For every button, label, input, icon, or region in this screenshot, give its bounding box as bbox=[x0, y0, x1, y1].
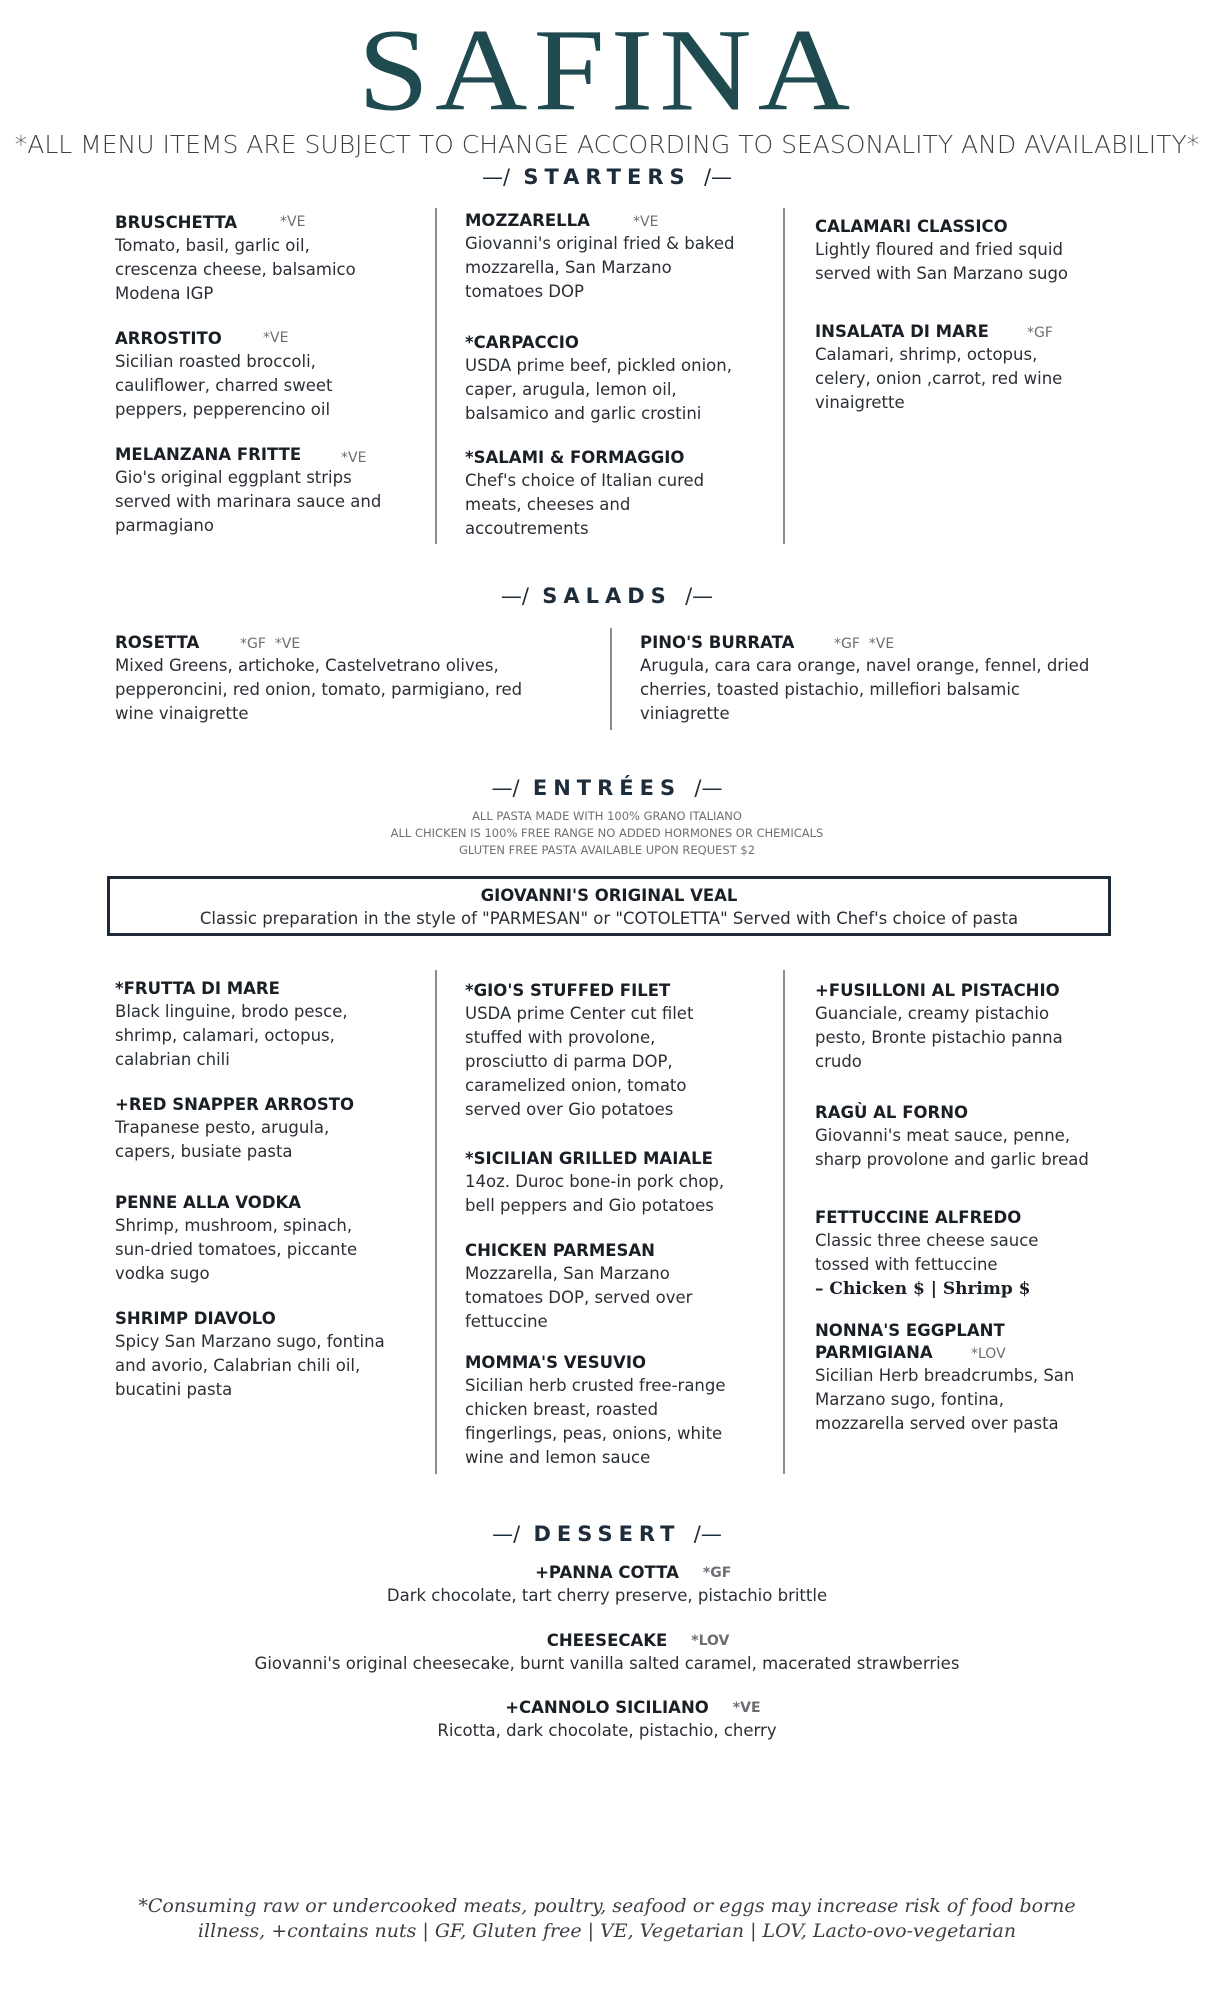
diet-tag: *VE bbox=[280, 214, 306, 230]
entrees-title: ENTRÉES bbox=[532, 776, 682, 800]
diet-tag: *GF *VE bbox=[834, 636, 895, 652]
entrees-divider-1 bbox=[435, 970, 437, 1474]
starters-heading: —/ STARTERS /— bbox=[481, 165, 733, 189]
menu-item-calamari-classico: CALAMARI CLASSICO Lightly floured and fried squid served with San Marzano sugo bbox=[815, 217, 1069, 283]
menu-item-mozzarella: MOZZARELLA *VE Giovanni's original fried & baked mozzarella, San Marzano tomatoes DOP bbox=[465, 211, 735, 301]
menu-item-mommas-vesuvio: MOMMA'S VESUVIO Sicilian herb crusted free-range chicken breast, roasted fingerlings, peas, onions, white wine and lemon sauce bbox=[465, 1353, 726, 1467]
diet-tag: *GF bbox=[1027, 325, 1053, 341]
salads-title: SALADS bbox=[542, 584, 672, 608]
starters-title: STARTERS bbox=[523, 165, 691, 189]
menu-item-chicken-parmesan: CHICKEN PARMESAN Mozzarella, San Marzano tomatoes DOP, served over fettuccine bbox=[465, 1241, 693, 1331]
entree-notes: ALL PASTA MADE WITH 100% GRANO ITALIANO ALL CHICKEN IS 100% FREE RANGE NO ADDED HORMONES OR CHEMICALS GLUTEN FREE PASTA AVAILABLE UPON REQUEST $2 bbox=[390, 809, 824, 857]
dessert-cheesecake: CHEESECAKE *LOV Giovanni's original cheesecake, burnt vanilla salted caramel, macerated strawberries bbox=[254, 1631, 960, 1673]
menu-item-gios-stuffed-filet: *GIO'S STUFFED FILET USDA prime Center cut filet stuffed with provolone, prosciutto di parma DOP, caramelized onion, tomato served over Gio potatoes bbox=[465, 981, 694, 1119]
menu-item-arrostito: ARROSTITO *VE Sicilian roasted broccoli, cauliflower, charred sweet peppers, pepperencino oil bbox=[115, 329, 333, 419]
menu-item-insalata-di-mare: INSALATA DI MARE *GF Calamari, shrimp, octopus, celery, onion ,carrot, red wine vinaigrette bbox=[815, 322, 1063, 412]
dessert-title: DESSERT bbox=[533, 1522, 681, 1546]
diet-tag: *VE bbox=[732, 1700, 761, 1716]
menu-item-fettuccine-alfredo: FETTUCCINE ALFREDO Classic three cheese sauce tossed with fettuccine – Chicken $ | Shrimp $ bbox=[815, 1207, 1115, 1301]
menu-item-ragu-al-forno: RAGÙ AL FORNO Giovanni's meat sauce, penne, sharp provolone and garlic bread bbox=[815, 1103, 1089, 1169]
starters-divider-2 bbox=[783, 208, 785, 544]
menu-item-salami-formaggio: *SALAMI & FORMAGGIO Chef's choice of Italian cured meats, cheeses and accoutrements bbox=[465, 448, 705, 538]
featured-veal-box bbox=[107, 876, 1111, 936]
salads-divider bbox=[610, 628, 612, 730]
entrees-divider-2 bbox=[783, 970, 785, 1474]
menu-item-carpaccio: *CARPACCIO USDA prime beef, pickled onion, caper, arugula, lemon oil, balsamico and garlic crostini bbox=[465, 333, 732, 423]
dessert-heading: —/ DESSERT /— bbox=[492, 1522, 722, 1546]
diet-tag: *LOV bbox=[691, 1633, 730, 1649]
salads-heading: —/ SALADS /— bbox=[500, 584, 714, 608]
restaurant-logo: SAFINA bbox=[357, 4, 857, 136]
diet-tag: *VE bbox=[263, 330, 289, 346]
menu-item-sicilian-grilled-maiale: *SICILIAN GRILLED MAIALE 14oz. Duroc bone-in pork chop, bell peppers and Gio potatoes bbox=[465, 1149, 725, 1215]
menu-item-frutta-di-mare: *FRUTTA DI MARE Black linguine, brodo pesce, shrimp, calamari, octopus, calabrian chili bbox=[115, 979, 348, 1069]
menu-item-bruschetta: BRUSCHETTA *VE Tomato, basil, garlic oil, crescenza cheese, balsamico Modena IGP bbox=[115, 213, 356, 303]
menu-item-pinos-burrata: PINO'S BURRATA *GF *VE Arugula, cara cara orange, navel orange, fennel, dried cherries, toasted pistachio, millefiori balsamic viniagrette bbox=[640, 633, 1090, 723]
dessert-cannolo-siciliano: +CANNOLO SICILIANO *VE Ricotta, dark chocolate, pistachio, cherry bbox=[437, 1698, 777, 1740]
menu-item-melanzana-fritte: MELANZANA FRITTE *VE Gio's original eggplant strips served with marinara sauce and parmagiano bbox=[115, 445, 382, 535]
menu-item-shrimp-diavolo: SHRIMP DIAVOLO Spicy San Marzano sugo, fontina and avorio, Calabrian chili oil, bucatini pasta bbox=[115, 1309, 385, 1399]
diet-tag: *VE bbox=[633, 214, 659, 230]
diet-tag: *VE bbox=[341, 450, 367, 466]
diet-tag: *GF *VE bbox=[240, 636, 301, 652]
menu-item-rosetta: ROSETTA *GF *VE Mixed Greens, artichoke, Castelvetrano olives, pepperoncini, red onion, tomato, parmigiano, red wine vinaigrette bbox=[115, 633, 523, 723]
entrees-heading: —/ ENTRÉES /— bbox=[491, 776, 723, 800]
starters-divider-1 bbox=[435, 208, 437, 544]
menu-item-nonnas-eggplant-parmigiana: NONNA'S EGGPLANT PARMIGIANA *LOV Sicilian Herb breadcrumbs, San Marzano sugo, fontina, mozzarella served over pasta bbox=[815, 1321, 1075, 1433]
veal-description: Classic preparation in the style of "PARMESAN" or "COTOLETTA" Served with Chef's choice of pasta bbox=[199, 909, 1019, 928]
diet-tag: *LOV bbox=[971, 1346, 1006, 1362]
menu-item-penne-alla-vodka: PENNE ALLA VODKA Shrimp, mushroom, spinach, sun-dried tomatoes, piccante vodka sugo bbox=[115, 1193, 358, 1283]
menu-item-red-snapper-arrosto: +RED SNAPPER ARROSTO Trapanese pesto, arugula, capers, busiate pasta bbox=[115, 1095, 354, 1161]
menu-item-fusilloni-al-pistachio: +FUSILLONI AL PISTACHIO Guanciale, creamy pistachio pesto, Bronte pistachio panna crudo bbox=[815, 981, 1063, 1071]
dessert-panna-cotta: +PANNA COTTA *GF Dark chocolate, tart cherry preserve, pistachio brittle bbox=[386, 1563, 828, 1605]
veal-name: GIOVANNI'S ORIGINAL VEAL bbox=[480, 886, 738, 905]
seasonality-notice: *ALL MENU ITEMS ARE SUBJECT TO CHANGE ACCORDING TO SEASONALITY AND AVAILABILITY* bbox=[14, 130, 1200, 159]
diet-tag: *GF bbox=[702, 1565, 732, 1581]
allergen-disclaimer: *Consuming raw or undercooked meats, poultry, seafood or eggs may increase risk of food borne illness, +contains nuts | GF, Gluten free | VE, Vegetarian | LOV, Lacto-ovo-vegetarian bbox=[138, 1895, 1076, 1942]
protein-addon: – Chicken $ | Shrimp $ bbox=[815, 1279, 1031, 1299]
